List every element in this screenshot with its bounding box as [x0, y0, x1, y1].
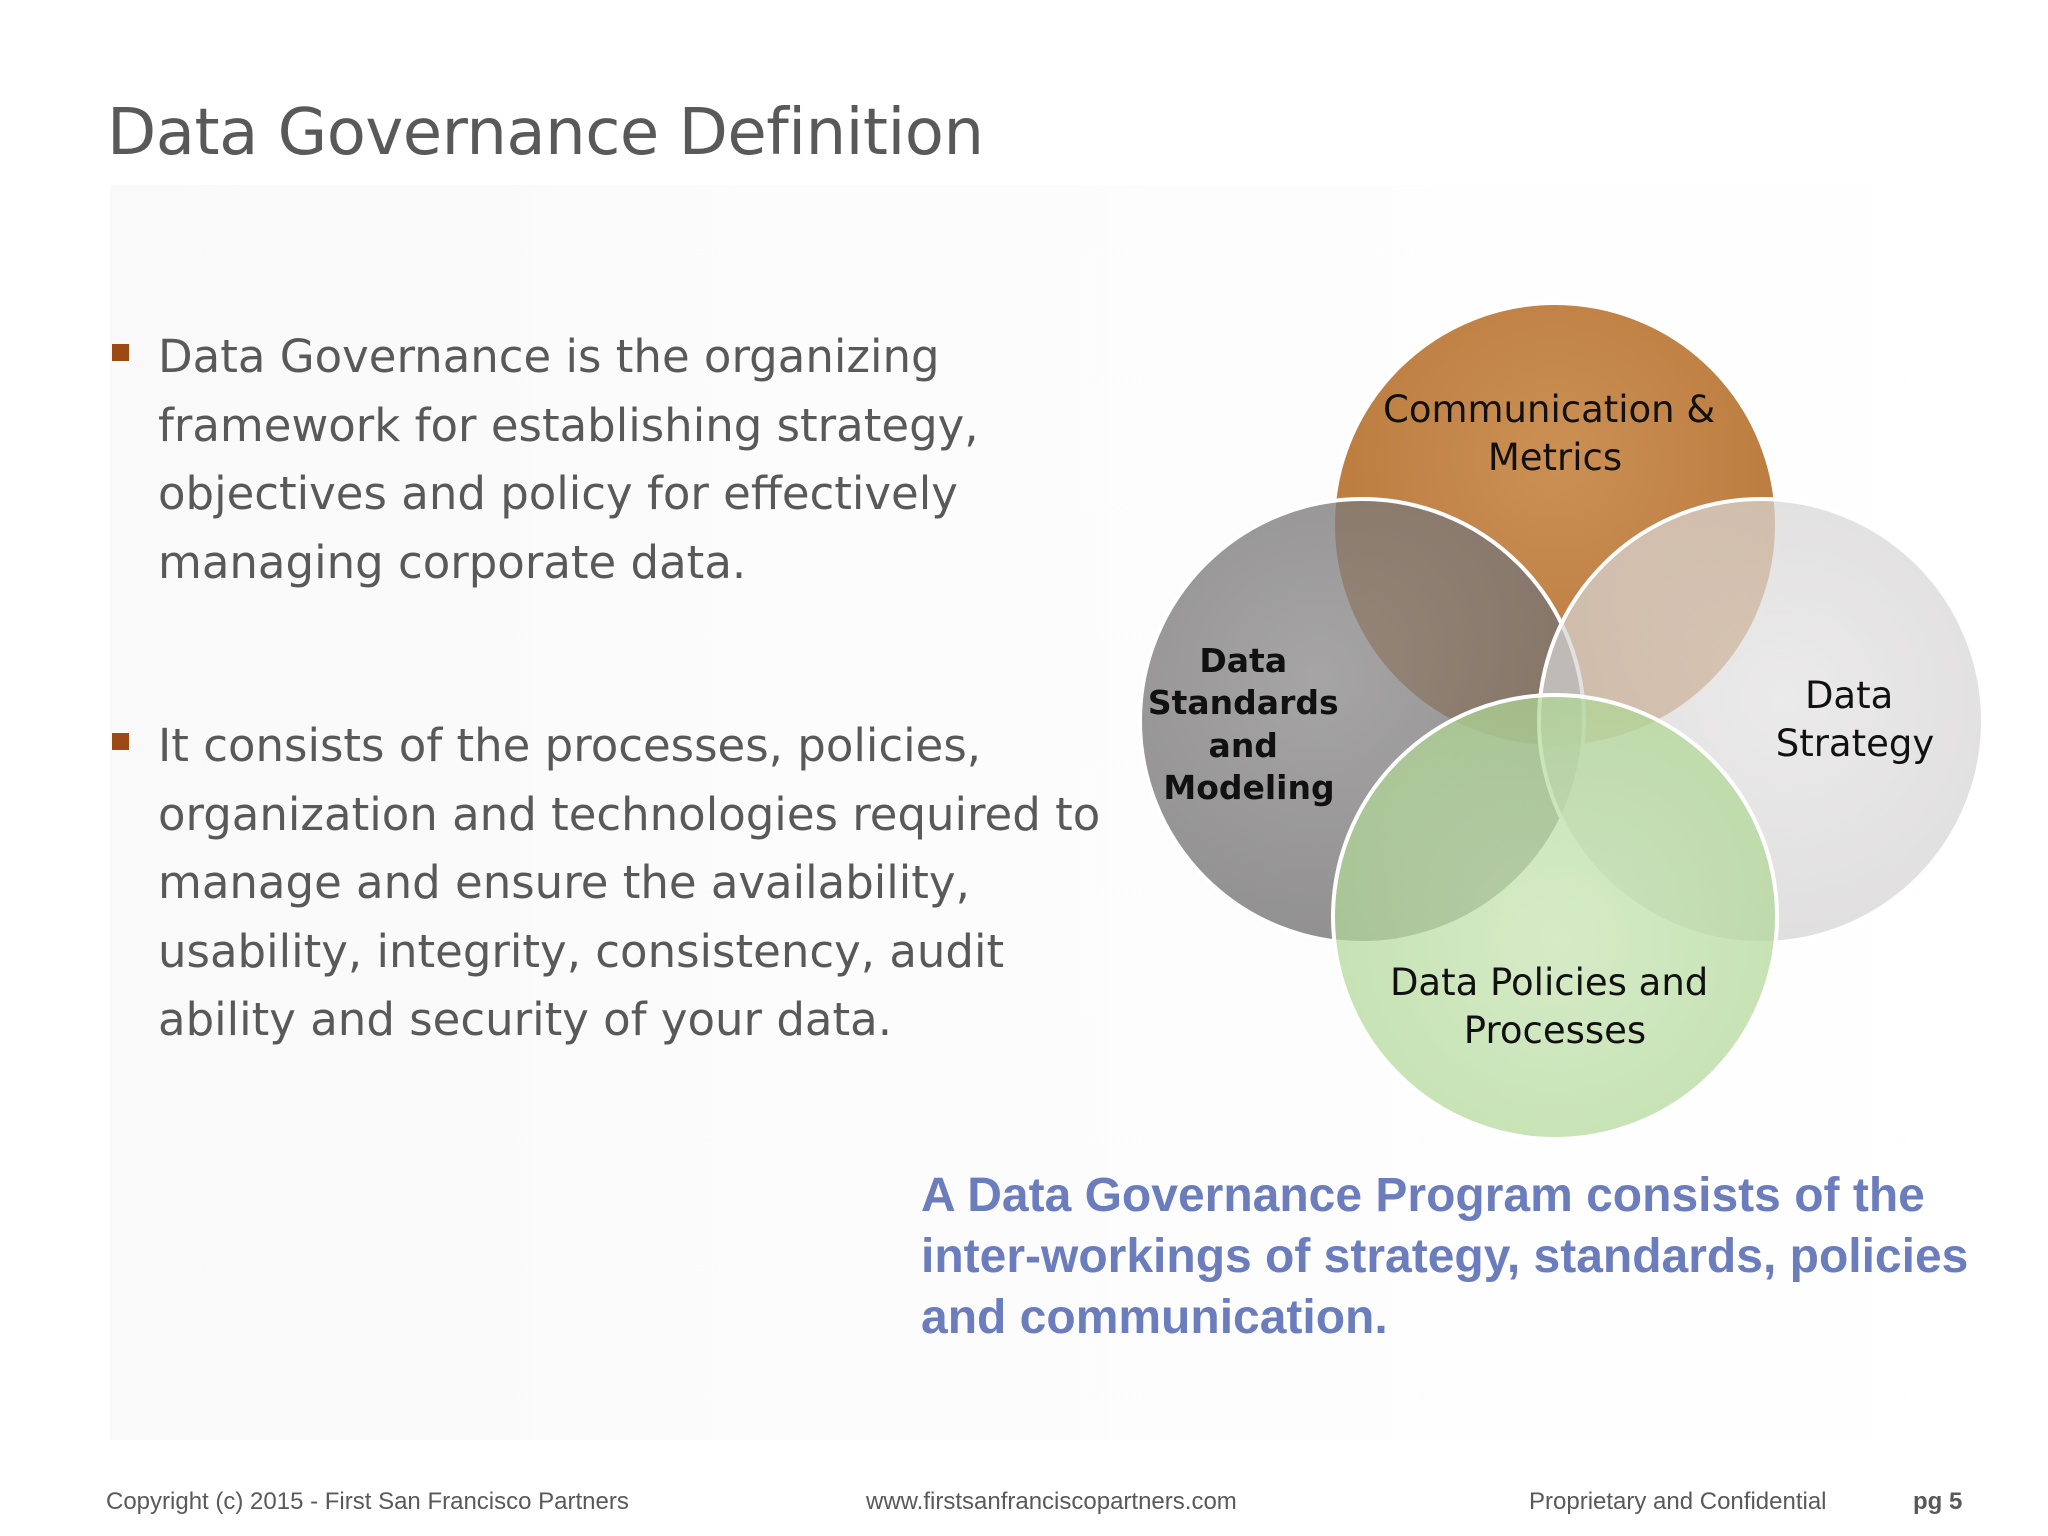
bullet-square-icon	[112, 344, 129, 361]
footer-copyright: Copyright (c) 2015 - First San Francisco Partners	[106, 1488, 629, 1515]
footer-url: www.firstsanfranciscopartners.com	[866, 1488, 1237, 1515]
bullet-text: It consists of the processes, policies, organization and technologies required to manage and ensure the availability, usability, integrity, consistency, audit ability and security of your data.	[158, 719, 1101, 1046]
venn-diagram	[1110, 295, 1990, 1155]
data-policies-processes-circle	[1333, 695, 1777, 1139]
bullet-item	[110, 712, 1150, 1055]
footer-page-number: pg 5	[1913, 1488, 1963, 1515]
venn-svg	[1110, 295, 1990, 1155]
footer-confidential: Proprietary and Confidential	[1529, 1488, 1827, 1515]
data-policies-processes-label: Data Policies and Processes	[1389, 961, 1709, 1052]
communication-metrics-label: Communication & Metrics	[1382, 388, 1716, 479]
data-strategy-label: Data Strategy	[1775, 674, 1935, 765]
slide-title: Data Governance Definition	[107, 96, 984, 170]
bullet-square-icon	[112, 733, 129, 750]
summary-statement: A Data Governance Program consists of the inter-workings of strategy, standards, policies and communication.	[921, 1169, 1969, 1344]
data-standards-modeling-label: Data Standards and Modeling	[1147, 641, 1339, 807]
bullet-item	[110, 323, 1150, 597]
bullet-text: Data Governance is the organizing framework for establishing strategy, objectives and policy for effectively managing corporate data.	[158, 330, 979, 589]
